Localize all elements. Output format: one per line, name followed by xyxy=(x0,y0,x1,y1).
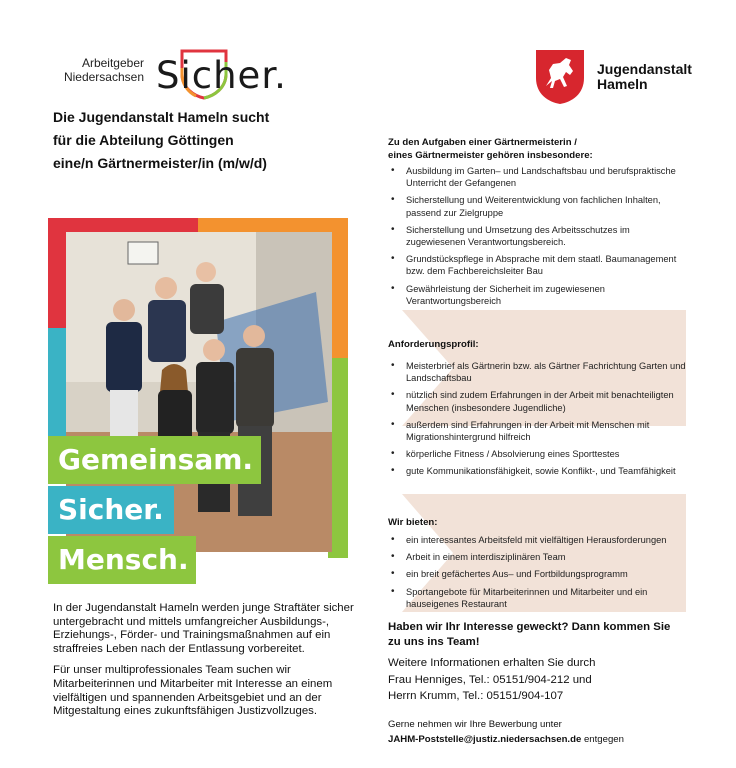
lower-saxony-horse-icon xyxy=(534,48,586,106)
list-item: • Grundstückspflege in Absprache mit dem staatl. Baumanagement bzw. dem Fachbereichsleiter Bau xyxy=(388,253,688,277)
list-item: • körperliche Fitness / Absolvierung eines Sporttestes xyxy=(388,448,688,460)
arbeitgeber-niedersachsen-logo xyxy=(60,46,287,106)
brand-line-1: Arbeitgeber xyxy=(81,56,144,70)
list-item: • ein breit gefächertes Aus– und Fortbildungsprogramm xyxy=(388,568,688,580)
list-item: • Sicherstellung und Umsetzung des Arbeitsschutzes im zugewiesenen Verantwortungsbereich. xyxy=(388,224,688,248)
contact-info-line-2: Frau Henniges, Tel.: 05151/904-212 und xyxy=(388,673,592,686)
intro-paragraph-1: In der Jugendanstalt Hameln werden junge Straftäter sicher untergebracht und mittels umfangreicher Ausbildungs-, Erziehungs-, Förder- und Trainingsmaßnahmen auf ein straffreies Leben nach der Entlassung vorbereitet. xyxy=(53,602,354,655)
contact-info-line-3: Herrn Krumm, Tel.: 05151/904-107 xyxy=(388,690,564,702)
tasks-title-1: Zu den Aufgaben einer Gärtnermeisterin / xyxy=(388,137,577,148)
apply-line-1: Gerne nehmen wir Ihre Bewerbung unter xyxy=(388,719,562,730)
jugendanstalt-logo xyxy=(534,48,704,108)
list-item: • gute Kommunikationsfähigkeit, sowie Konflikt-, und Teamfähigkeit xyxy=(388,465,688,477)
institution-name xyxy=(597,62,692,92)
apply-line-2 xyxy=(388,732,688,747)
contact-section xyxy=(388,620,688,705)
slogan-gemeinsam: Gemeinsam. xyxy=(48,436,261,484)
list-item: • ein interessantes Arbeitsfeld mit vielfältigen Herausforderungen xyxy=(388,534,688,546)
list-item: • außerdem sind Erfahrungen in der Arbeit mit Menschen mit Migrationshintergrund hilfreich xyxy=(388,419,688,443)
contact-info-line-1: Weitere Informationen erhalten Sie durch xyxy=(388,657,596,669)
tasks-list xyxy=(388,165,688,307)
requirements-title: Anforderungsprofil: xyxy=(388,339,479,350)
list-item: • Sportangebote für Mitarbeiterinnen und Mitarbeiter und ein hauseigenes Restaurant xyxy=(388,586,688,610)
tasks-title-2: eines Gärtnermeister gehören insbesondere: xyxy=(388,150,593,161)
list-item: • Meisterbrief als Gärtnerin bzw. als Gärtner Fachrichtung Garten und Landschaftsbau xyxy=(388,360,688,384)
headline-line-1: Die Jugendanstalt Hameln sucht xyxy=(53,109,270,125)
cta-line-1: Haben wir Ihr Interesse geweckt? Dann kommen Sie xyxy=(388,621,671,633)
slogan-mensch: Mensch. xyxy=(48,536,196,584)
apply-suffix: entgegen xyxy=(581,734,624,745)
team-photo-block xyxy=(48,218,350,580)
headline-line-2: für die Abteilung Göttingen xyxy=(53,132,234,148)
offer-title: Wir bieten: xyxy=(388,517,438,528)
intro-text xyxy=(53,602,355,727)
tasks-section xyxy=(388,136,688,312)
list-item: • Sicherstellung und Weiterentwicklung von fachlichen Inhalten, passend zur Zielgruppe xyxy=(388,194,688,218)
institution-line-2: Hameln xyxy=(597,76,648,92)
brand-word: Sicher. xyxy=(156,54,287,97)
intro-paragraph-2: Für unser multiprofessionales Team suchen wir Mitarbeiterinnen und Mitarbeiter mit Interesse an einem vielfältigen und spannenden Arbeitsgebiet und an der Mitgestaltung eines zukunftsfähigen Justizvollzuges. xyxy=(53,664,333,718)
list-item: • Gewährleistung der Sicherheit im zugewiesenen Verantwortungsbereich xyxy=(388,283,688,307)
brand-line-2: Niedersachsen xyxy=(63,70,144,84)
cta-line-2: zu uns ins Team! xyxy=(388,635,480,648)
requirements-section xyxy=(388,338,688,483)
offer-list xyxy=(388,534,688,610)
list-item: • nützlich sind zudem Erfahrungen in der Arbeit mit benachteiligten Menschen (insbesondere Jugendliche) xyxy=(388,389,688,413)
list-item: • Arbeit in einem interdisziplinären Team xyxy=(388,551,688,563)
list-item: • Ausbildung im Garten– und Landschaftsbau und berufspraktische Unterricht der Gefangenen xyxy=(388,165,688,189)
headline-line-3: eine/n Gärtnermeister/in (m/w/d) xyxy=(53,155,267,171)
offer-section xyxy=(388,516,688,615)
job-headline xyxy=(53,106,353,175)
contact-info xyxy=(388,655,688,705)
requirements-list xyxy=(388,360,688,478)
institution-line-1: Jugendanstalt xyxy=(597,61,692,77)
application-note xyxy=(388,717,688,747)
application-email-link[interactable]: JAHM-Poststelle@justiz.niedersachsen.de xyxy=(388,734,582,745)
slogan-sicher: Sicher. xyxy=(48,486,174,534)
